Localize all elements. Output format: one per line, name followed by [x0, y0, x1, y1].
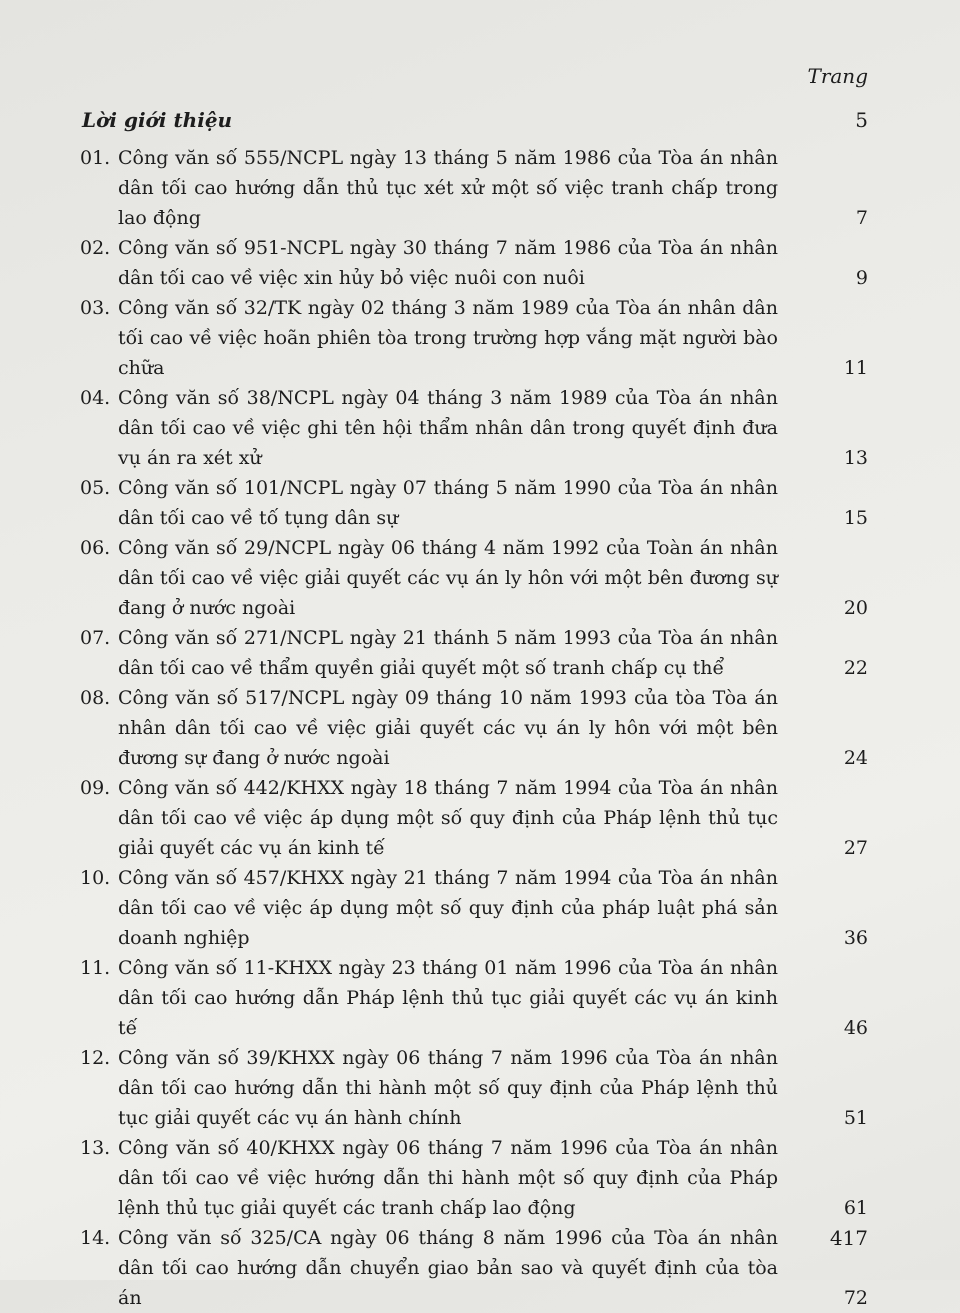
toc-entry-title: Công văn số 101/NCPL ngày 07 tháng 5 năm 1990 của Tòa án nhân dân tối cao về tố tụng dân sự: [118, 477, 778, 529]
toc-entry-page: 15: [843, 507, 868, 529]
toc-entry-page: 72: [843, 1287, 868, 1309]
intro-title: Lời giới thiệu: [82, 108, 233, 132]
toc-entry: [80, 533, 868, 623]
toc-entry: [80, 953, 868, 1043]
toc-entry: [80, 473, 868, 533]
table-of-contents: [80, 143, 868, 1313]
toc-entry: [80, 143, 868, 233]
toc-entry-number: 04.: [80, 387, 111, 409]
toc-entry: [80, 623, 868, 683]
toc-entry-number: 02.: [80, 237, 111, 259]
toc-entry-number: 09.: [80, 777, 111, 799]
toc-entry: [80, 293, 868, 383]
toc-entry-number: 08.: [80, 687, 111, 709]
toc-entry-number: 05.: [80, 477, 111, 499]
toc-entry-number: 01.: [80, 147, 111, 169]
toc-entry-page: 20: [843, 597, 868, 619]
toc-entry-title: Công văn số 442/KHXX ngày 18 tháng 7 năm 1994 của Tòa án nhân dân tối cao về việc áp dụng một số quy định của Pháp lệnh thủ tục giải quyết các vụ án kinh tế: [118, 777, 778, 859]
toc-entry-number: 03.: [80, 297, 111, 319]
toc-entry-number: 06.: [80, 537, 111, 559]
page-folio: 417: [829, 1226, 868, 1250]
toc-entry-title: Công văn số 555/NCPL ngày 13 tháng 5 năm 1986 của Tòa án nhân dân tối cao hướng dẫn thủ tục xét xử một số việc tranh chấp trong lao động: [118, 147, 778, 229]
toc-entry-page: 22: [843, 657, 868, 679]
page-column-label: Trang: [807, 64, 868, 88]
toc-entry-page: 36: [843, 927, 868, 949]
toc-entry-page: 24: [843, 747, 868, 769]
toc-entry-number: 13.: [80, 1137, 111, 1159]
intro-page-number: 5: [855, 108, 868, 132]
toc-entry-page: 61: [843, 1197, 868, 1219]
toc-entry: [80, 383, 868, 473]
toc-entry: [80, 233, 868, 293]
toc-entry-page: 46: [843, 1017, 868, 1039]
toc-entry: [80, 1043, 868, 1133]
toc-entry-page: 7: [855, 207, 868, 229]
toc-entry-title: Công văn số 38/NCPL ngày 04 tháng 3 năm 1989 của Tòa án nhân dân tối cao về việc ghi tên hội thẩm nhân dân trong quyết định đưa vụ án ra xét xử: [118, 387, 778, 469]
toc-entry-page: 9: [855, 267, 868, 289]
toc-entry-title: Công văn số 457/KHXX ngày 21 tháng 7 năm 1994 của Tòa án nhân dân tối cao về việc áp dụng một số quy định của pháp luật phá sản doanh nghiệp: [118, 867, 778, 949]
toc-entry-title: Công văn số 271/NCPL ngày 21 thánh 5 năm 1993 của Tòa án nhân dân tối cao về thẩm quyền giải quyết một số tranh chấp cụ thể: [118, 627, 778, 679]
toc-entry-number: 14.: [80, 1227, 111, 1249]
toc-entry-page: 51: [843, 1107, 868, 1129]
toc-entry: [80, 1223, 868, 1313]
toc-entry-number: 12.: [80, 1047, 111, 1069]
toc-entry-title: Công văn số 951-NCPL ngày 30 tháng 7 năm 1986 của Tòa án nhân dân tối cao về việc xin hủy bỏ việc nuôi con nuôi: [118, 237, 778, 289]
toc-intro-entry: [82, 108, 868, 132]
toc-entry-title: Công văn số 325/CA ngày 06 tháng 8 năm 1996 của Tòa án nhân dân tối cao hướng dẫn chuyển giao bản sao và quyết định của tòa án: [118, 1227, 778, 1309]
toc-entry: [80, 683, 868, 773]
toc-entry-number: 07.: [80, 627, 111, 649]
toc-entry: [80, 863, 868, 953]
toc-entry-page: 27: [843, 837, 868, 859]
toc-entry-page: 11: [843, 357, 868, 379]
toc-entry-title: Công văn số 517/NCPL ngày 09 tháng 10 năm 1993 của tòa Tòa án nhân dân tối cao về việc giải quyết các vụ án ly hôn với một bên đương sự đang ở nước ngoài: [118, 687, 778, 769]
toc-entry-title: Công văn số 39/KHXX ngày 06 tháng 7 năm 1996 của Tòa án nhân dân tối cao hướng dẫn thi hành một số quy định của Pháp lệnh thủ tục giải quyết các vụ án hành chính: [118, 1047, 778, 1129]
toc-entry-number: 11.: [80, 957, 111, 979]
toc-entry-title: Công văn số 40/KHXX ngày 06 tháng 7 năm 1996 của Tòa án nhân dân tối cao về việc hướng dẫn thi hành một số quy định của Pháp lệnh thủ tục giải quyết các tranh chấp lao động: [118, 1137, 778, 1219]
toc-entry-page: 13: [843, 447, 868, 469]
toc-entry: [80, 1133, 868, 1223]
toc-entry-title: Công văn số 32/TK ngày 02 tháng 3 năm 1989 của Tòa án nhân dân tối cao về việc hoãn phiên tòa trong trường hợp vắng mặt người bào chữa: [118, 297, 778, 379]
toc-entry-number: 10.: [80, 867, 111, 889]
toc-entry-title: Công văn số 29/NCPL ngày 06 tháng 4 năm 1992 của Toàn án nhân dân tối cao về việc giải quyết các vụ án ly hôn với một bên đương sự đang ở nước ngoài: [118, 537, 778, 619]
toc-entry-title: Công văn số 11-KHXX ngày 23 tháng 01 năm 1996 của Tòa án nhân dân tối cao hướng dẫn Pháp lệnh thủ tục giải quyết các vụ án kinh tế: [118, 957, 778, 1039]
toc-entry: [80, 773, 868, 863]
